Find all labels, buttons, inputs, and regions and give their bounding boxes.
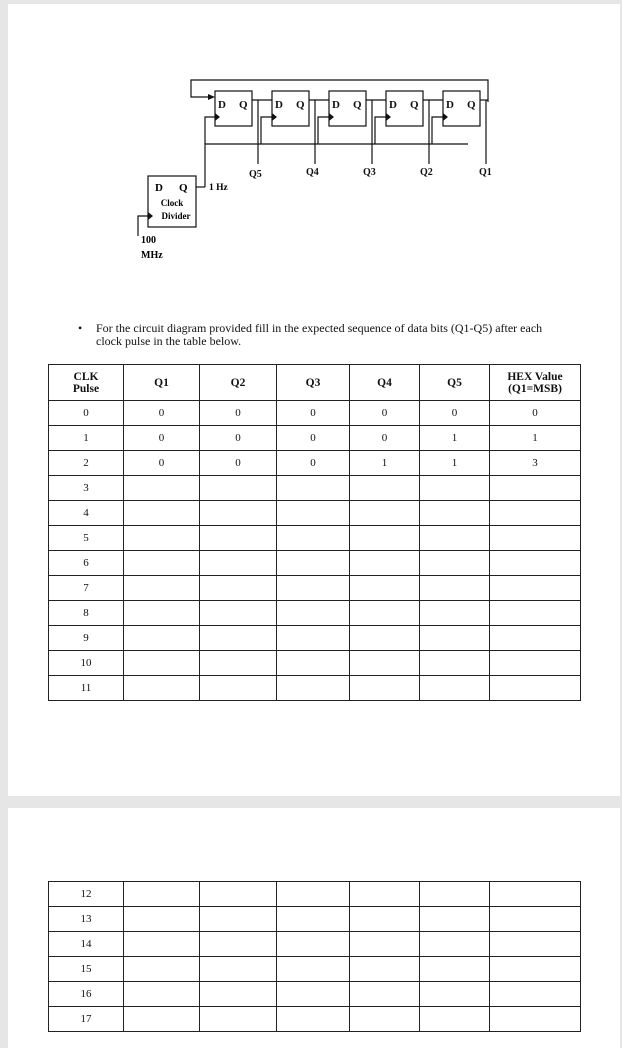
clk-pulse-cell: 15 xyxy=(49,957,124,982)
q4-cell[interactable] xyxy=(350,501,420,526)
header-q1: Q1 xyxy=(124,365,200,401)
table-row xyxy=(49,476,581,501)
q2-cell[interactable] xyxy=(200,651,277,676)
instruction-text: For the circuit diagram provided fill in the expected sequence of data bits (Q1-Q5) after each clock pulse in the table below. xyxy=(96,321,543,348)
q1-cell[interactable] xyxy=(124,476,200,501)
input-frequency-line2: MHz xyxy=(141,250,163,261)
document-page-1 xyxy=(8,4,620,796)
output-q3-label: Q3 xyxy=(363,167,376,178)
output-frequency-label: 1 Hz xyxy=(209,183,228,193)
clk-pulse-cell: 17 xyxy=(49,1007,124,1032)
clock-arrow xyxy=(215,113,220,121)
q4-cell[interactable] xyxy=(350,601,420,626)
q1-cell[interactable] xyxy=(124,882,200,907)
q5-cell[interactable] xyxy=(420,476,490,501)
clk-pulse-cell: 0 xyxy=(49,401,124,426)
output-q5-label: Q5 xyxy=(249,169,262,180)
table-row xyxy=(49,957,581,982)
q5-cell[interactable] xyxy=(420,882,490,907)
table-row xyxy=(49,676,581,701)
hex-value-cell[interactable] xyxy=(490,651,581,676)
q3-cell[interactable] xyxy=(277,526,350,551)
hex-value-cell[interactable] xyxy=(490,526,581,551)
q3-cell[interactable]: 0 xyxy=(277,426,350,451)
q3-cell[interactable] xyxy=(277,501,350,526)
hex-value-cell[interactable] xyxy=(490,576,581,601)
ff1-q-label: Q xyxy=(467,99,476,111)
q1-cell[interactable] xyxy=(124,551,200,576)
q1-cell[interactable] xyxy=(124,932,200,957)
clock-arrow xyxy=(272,113,277,121)
header-q4: Q4 xyxy=(350,365,420,401)
divider-label-line2: Divider xyxy=(161,211,191,221)
hex-value-cell[interactable] xyxy=(490,626,581,651)
q1-cell[interactable] xyxy=(124,651,200,676)
q5-cell[interactable]: 1 xyxy=(420,426,490,451)
hex-value-cell[interactable]: 0 xyxy=(490,401,581,426)
clk-pulse-cell: 14 xyxy=(49,932,124,957)
q2-cell[interactable] xyxy=(200,907,277,932)
clk-pulse-cell: 12 xyxy=(49,882,124,907)
divider-d-label: D xyxy=(155,182,163,194)
table-row xyxy=(49,651,581,676)
q2-cell[interactable] xyxy=(200,882,277,907)
q1-cell[interactable] xyxy=(124,982,200,1007)
q2-cell[interactable] xyxy=(200,932,277,957)
q3-cell[interactable] xyxy=(277,626,350,651)
hex-value-cell[interactable] xyxy=(490,907,581,932)
header-q5: Q5 xyxy=(420,365,490,401)
q5-cell[interactable] xyxy=(420,626,490,651)
input-frequency-line1: 100 xyxy=(141,235,156,246)
q1-cell[interactable] xyxy=(124,576,200,601)
table-header-row xyxy=(49,365,581,401)
q4-cell[interactable] xyxy=(350,551,420,576)
q2-cell[interactable]: 0 xyxy=(200,401,277,426)
q4-cell[interactable] xyxy=(350,626,420,651)
q5-cell[interactable] xyxy=(420,676,490,701)
ff1-d-label: D xyxy=(446,99,454,111)
q2-cell[interactable] xyxy=(200,601,277,626)
table-row xyxy=(49,626,581,651)
ff3-d-label: D xyxy=(332,99,340,111)
q5-cell[interactable] xyxy=(420,982,490,1007)
q3-cell[interactable] xyxy=(277,651,350,676)
clk-pulse-cell: 3 xyxy=(49,476,124,501)
output-q1-label: Q1 xyxy=(479,167,492,178)
q2-cell[interactable] xyxy=(200,501,277,526)
clk-pulse-cell: 13 xyxy=(49,907,124,932)
table-row xyxy=(49,601,581,626)
q3-cell[interactable] xyxy=(277,932,350,957)
q1-cell[interactable] xyxy=(124,601,200,626)
q2-cell[interactable] xyxy=(200,576,277,601)
q5-cell[interactable] xyxy=(420,601,490,626)
table-row xyxy=(49,982,581,1007)
table-row xyxy=(49,401,581,426)
clock-arrow xyxy=(329,113,334,121)
clk-pulse-cell: 16 xyxy=(49,982,124,1007)
table-row xyxy=(49,882,581,907)
q3-cell[interactable] xyxy=(277,601,350,626)
hex-value-cell[interactable] xyxy=(490,982,581,1007)
q3-cell[interactable] xyxy=(277,982,350,1007)
q4-cell[interactable] xyxy=(350,676,420,701)
header-clk-pulse: CLK Pulse xyxy=(49,365,124,401)
hex-value-cell[interactable] xyxy=(490,676,581,701)
q1-cell[interactable] xyxy=(124,626,200,651)
q5-cell[interactable] xyxy=(420,932,490,957)
document-page-2 xyxy=(8,808,620,1048)
q3-cell[interactable] xyxy=(277,907,350,932)
q4-cell[interactable]: 1 xyxy=(350,451,420,476)
q2-cell[interactable] xyxy=(200,526,277,551)
q5-cell[interactable] xyxy=(420,957,490,982)
clk-pulse-cell: 5 xyxy=(49,526,124,551)
ff3-q-label: Q xyxy=(353,99,362,111)
table-row xyxy=(49,907,581,932)
ff4-d-label: D xyxy=(275,99,283,111)
q4-cell[interactable] xyxy=(350,526,420,551)
header-q2: Q2 xyxy=(200,365,277,401)
table-row xyxy=(49,526,581,551)
q3-cell[interactable]: 0 xyxy=(277,401,350,426)
q5-cell[interactable] xyxy=(420,907,490,932)
q2-cell[interactable] xyxy=(200,982,277,1007)
table-row xyxy=(49,576,581,601)
q3-cell[interactable] xyxy=(277,576,350,601)
q4-cell[interactable] xyxy=(350,982,420,1007)
clk-pulse-cell: 7 xyxy=(49,576,124,601)
clk-pulse-cell: 4 xyxy=(49,501,124,526)
q2-cell[interactable]: 0 xyxy=(200,426,277,451)
q5-cell[interactable] xyxy=(420,576,490,601)
table-row xyxy=(49,426,581,451)
clk-pulse-cell: 8 xyxy=(49,601,124,626)
q3-cell[interactable] xyxy=(277,476,350,501)
divider-label-line1: Clock xyxy=(160,198,184,208)
q3-cell[interactable] xyxy=(277,676,350,701)
q2-cell[interactable] xyxy=(200,551,277,576)
q3-cell[interactable]: 0 xyxy=(277,451,350,476)
table-row xyxy=(49,501,581,526)
q2-cell[interactable]: 0 xyxy=(200,451,277,476)
clk-pulse-cell: 11 xyxy=(49,676,124,701)
clk-pulse-cell: 10 xyxy=(49,651,124,676)
bullet-marker: • xyxy=(78,321,83,335)
ff5-q-label: Q xyxy=(239,99,248,111)
q3-cell[interactable] xyxy=(277,957,350,982)
clock-arrow xyxy=(386,113,391,121)
q5-cell[interactable] xyxy=(420,501,490,526)
q4-cell[interactable] xyxy=(350,476,420,501)
q4-cell[interactable] xyxy=(350,882,420,907)
clock-arrow xyxy=(208,94,215,100)
header-q3: Q3 xyxy=(277,365,350,401)
ff2-d-label: D xyxy=(389,99,397,111)
ff5-d-label: D xyxy=(218,99,226,111)
hex-value-cell[interactable] xyxy=(490,882,581,907)
table-row xyxy=(49,932,581,957)
output-q4-label: Q4 xyxy=(306,167,319,178)
divider-q-label: Q xyxy=(179,182,188,194)
hex-value-cell[interactable]: 1 xyxy=(490,426,581,451)
q1-cell[interactable] xyxy=(124,907,200,932)
ff4-q-label: Q xyxy=(296,99,305,111)
q4-cell[interactable]: 0 xyxy=(350,401,420,426)
q2-cell[interactable] xyxy=(200,957,277,982)
sequence-table xyxy=(48,364,581,701)
q1-cell[interactable] xyxy=(124,526,200,551)
q4-cell[interactable] xyxy=(350,576,420,601)
clk-pulse-cell: 2 xyxy=(49,451,124,476)
ff2-q-label: Q xyxy=(410,99,419,111)
q5-cell[interactable]: 0 xyxy=(420,401,490,426)
clk-pulse-cell: 6 xyxy=(49,551,124,576)
q4-cell[interactable] xyxy=(350,651,420,676)
q5-cell[interactable]: 1 xyxy=(420,451,490,476)
clk-pulse-cell: 9 xyxy=(49,626,124,651)
q1-cell[interactable]: 0 xyxy=(124,426,200,451)
hex-value-cell[interactable] xyxy=(490,957,581,982)
output-q2-label: Q2 xyxy=(420,167,433,178)
q3-cell[interactable] xyxy=(277,882,350,907)
q1-cell[interactable] xyxy=(124,676,200,701)
instruction-text-block xyxy=(78,321,556,348)
clock-arrow xyxy=(148,212,153,220)
q4-cell[interactable]: 0 xyxy=(350,426,420,451)
header-hex-value: HEX Value (Q1=MSB) xyxy=(490,365,581,401)
q3-cell[interactable] xyxy=(277,551,350,576)
q1-cell[interactable] xyxy=(124,501,200,526)
table-row xyxy=(49,551,581,576)
q1-cell[interactable] xyxy=(124,957,200,982)
q4-cell[interactable] xyxy=(350,932,420,957)
hex-value-cell[interactable]: 3 xyxy=(490,451,581,476)
hex-value-cell[interactable] xyxy=(490,601,581,626)
table-row xyxy=(49,451,581,476)
q5-cell[interactable] xyxy=(420,526,490,551)
q2-cell[interactable] xyxy=(200,476,277,501)
q5-cell[interactable] xyxy=(420,651,490,676)
q4-cell[interactable] xyxy=(350,907,420,932)
q4-cell[interactable] xyxy=(350,957,420,982)
clock-arrow xyxy=(443,113,448,121)
hex-value-cell[interactable] xyxy=(490,501,581,526)
q1-cell[interactable]: 0 xyxy=(124,451,200,476)
circuit-diagram xyxy=(8,4,620,274)
sequence-table-continued xyxy=(48,881,581,1032)
hex-value-cell[interactable] xyxy=(490,551,581,576)
q2-cell[interactable] xyxy=(200,626,277,651)
q5-cell[interactable] xyxy=(420,551,490,576)
hex-value-cell[interactable] xyxy=(490,932,581,957)
clk-pulse-cell: 1 xyxy=(49,426,124,451)
q1-cell[interactable]: 0 xyxy=(124,401,200,426)
hex-value-cell[interactable] xyxy=(490,476,581,501)
q2-cell[interactable] xyxy=(200,676,277,701)
